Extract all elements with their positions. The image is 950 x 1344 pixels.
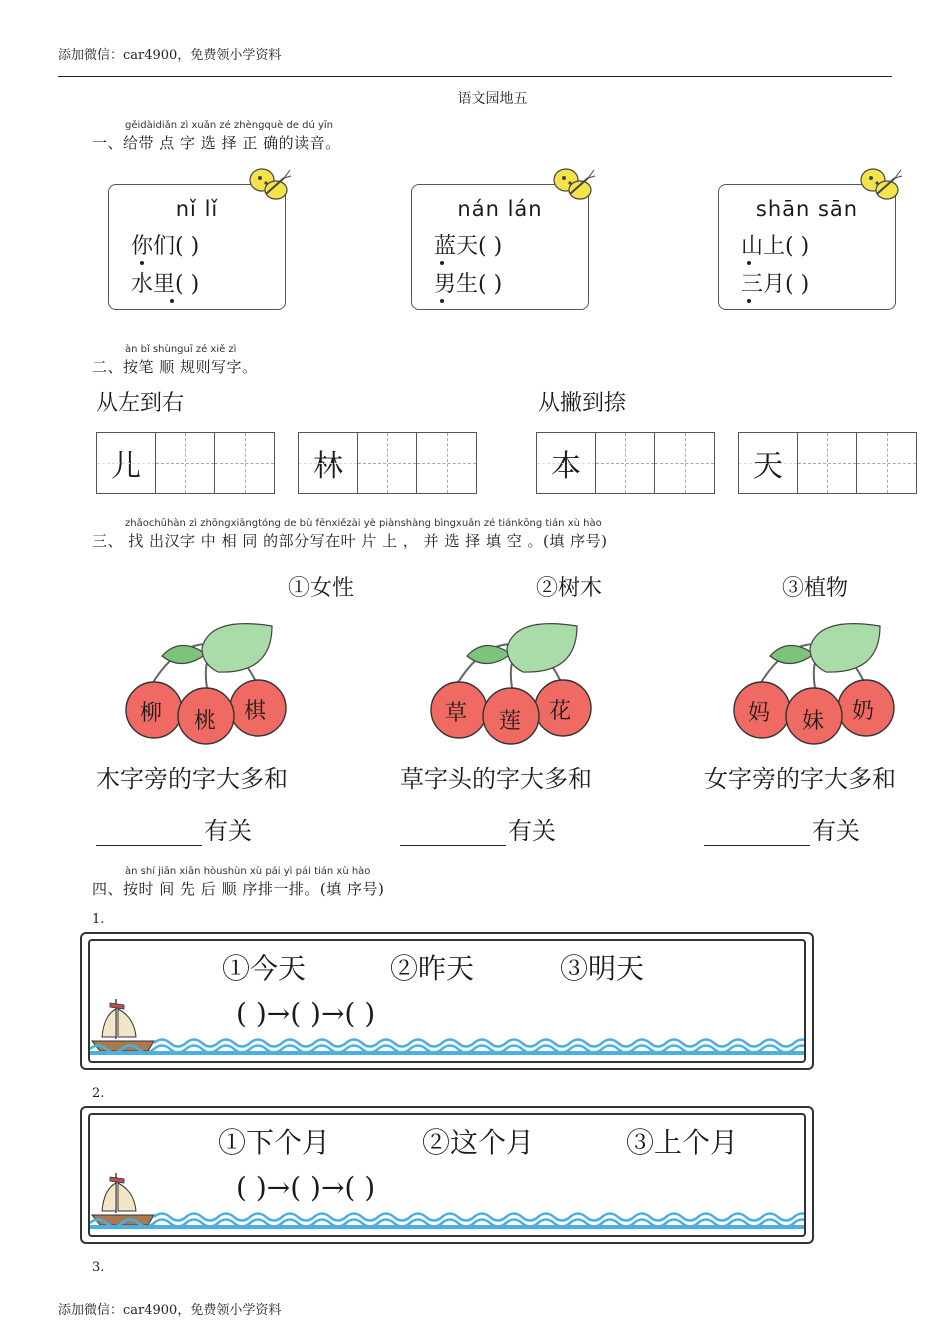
model-character: 天 (739, 433, 798, 493)
butterfly-icon (246, 164, 292, 206)
sequence-inner-frame (88, 939, 806, 1063)
emphasis-dot (140, 261, 144, 265)
cherry-cluster-2 (427, 616, 597, 746)
butterfly-icon (550, 164, 596, 206)
card-line-2: 男生( ) (434, 272, 503, 297)
item-number-1: 1. (92, 912, 105, 927)
emphasis-dot (170, 299, 174, 303)
answer-blank[interactable] (96, 821, 202, 846)
watermark-bottom: 添加微信：car4900，免费领小学资料 (58, 1303, 282, 1318)
radical-description-3: 女字旁的字大多和 (704, 765, 896, 793)
option-2: ②树木 (536, 576, 603, 601)
item-number-3: 3. (92, 1260, 105, 1275)
writing-grid-1 (96, 432, 275, 494)
boat-on-water-icon (90, 1169, 806, 1235)
q4-pinyin: àn shí jiān xiān hòushùn xù pái yì pái tián xù hào (125, 866, 371, 877)
cherry-char: 花 (549, 699, 572, 724)
boat-on-water-icon (90, 995, 806, 1061)
writing-grid-4 (738, 432, 917, 494)
page-title: 语文园地五 (457, 91, 528, 107)
fill-blank-3 (704, 811, 860, 846)
writing-cell[interactable] (156, 433, 215, 493)
emphasis-dot (440, 299, 444, 303)
q1-pinyin: gěidàidiǎn zì xuǎn zé zhèngquè de dú yīn (125, 120, 334, 131)
option-3: ③植物 (782, 576, 849, 601)
card-pinyin: nǐ lǐ (175, 197, 219, 221)
watermark-top: 添加微信：car4900，免费领小学资料 (58, 48, 282, 63)
sequence-option-1: ①今天 (222, 952, 307, 985)
card-line-1: 你们( ) (131, 234, 200, 259)
model-character: 儿 (97, 433, 156, 493)
sequence-option-1: ①下个月 (218, 1126, 331, 1159)
sequence-option-2: ②昨天 (390, 952, 475, 985)
writing-cell[interactable] (358, 433, 417, 493)
model-character: 林 (299, 433, 358, 493)
card-pinyin: shān sān (755, 197, 859, 221)
writing-grid-2 (298, 432, 477, 494)
cherry-char: 妹 (802, 709, 825, 734)
q2-question: 二、按笔 顺 规则写字。 (92, 358, 258, 376)
writing-cell[interactable] (655, 433, 714, 493)
stroke-rule-left-label: 从左到右 (96, 391, 185, 416)
writing-cell[interactable] (596, 433, 655, 493)
emphasis-dot (747, 261, 751, 265)
cherry-char: 棋 (244, 699, 267, 724)
card-line-1: 蓝天( ) (434, 234, 503, 259)
sequence-box-2 (80, 1106, 814, 1244)
writing-cell[interactable] (215, 433, 274, 493)
item-number-2: 2. (92, 1086, 105, 1101)
emphasis-dot (440, 261, 444, 265)
writing-grid-3 (536, 432, 715, 494)
sequence-inner-frame (88, 1113, 806, 1237)
cherry-cluster-1 (122, 616, 292, 746)
radical-description-1: 木字旁的字大多和 (96, 765, 288, 793)
sequence-answer-row[interactable]: ( )→( )→( ) (236, 997, 376, 1030)
card-line-1: 山上( ) (741, 234, 810, 259)
writing-cell[interactable] (798, 433, 857, 493)
cherry-char: 奶 (852, 699, 875, 724)
q1-question: 一、给带 点 字 选 择 正 确的读音。 (92, 134, 341, 152)
cherry-char: 妈 (748, 701, 771, 726)
card-pinyin: nán lán (457, 197, 543, 221)
cherry-char: 草 (445, 701, 468, 726)
q3-pinyin: zhǎochūhàn zì zhōngxiāngtóng de bù fēnxiězài yè piànshàng bìngxuǎn zé tiánkōng tián xù hào (125, 518, 602, 529)
q3-question: 三、 找 出汉字 中 相 同 的部分写在叶 片 上 ， 并 选 择 填 空 。(填 序号) (92, 532, 608, 550)
writing-cell[interactable] (857, 433, 916, 493)
blank-suffix: 有关 (812, 817, 860, 845)
header-rule (58, 76, 892, 77)
sequence-box-1 (80, 932, 814, 1070)
q2-pinyin: àn bǐ shùnguī zé xiě zì (125, 344, 237, 355)
stroke-rule-right-label: 从撇到捺 (538, 391, 627, 416)
cherry-char: 桃 (194, 709, 217, 734)
writing-cell[interactable] (417, 433, 476, 493)
q4-question: 四、按时 间 先 后 顺 序排一排。(填 序号) (92, 880, 385, 898)
cherry-cluster-3 (730, 616, 900, 746)
sequence-option-3: ③明天 (560, 952, 645, 985)
answer-blank[interactable] (400, 821, 506, 846)
cherry-char: 柳 (140, 701, 163, 726)
butterfly-icon (857, 164, 903, 206)
fill-blank-1 (96, 811, 252, 846)
option-1: ①女性 (288, 576, 355, 601)
fill-blank-2 (400, 811, 556, 846)
radical-description-2: 草字头的字大多和 (400, 765, 592, 793)
sequence-option-3: ③上个月 (626, 1126, 739, 1159)
sequence-option-2: ②这个月 (422, 1126, 535, 1159)
sequence-answer-row[interactable]: ( )→( )→( ) (236, 1171, 376, 1204)
card-line-2: 三月( ) (741, 272, 810, 297)
card-line-2: 水里( ) (131, 272, 200, 297)
emphasis-dot (747, 299, 751, 303)
model-character: 本 (537, 433, 596, 493)
blank-suffix: 有关 (508, 817, 556, 845)
answer-blank[interactable] (704, 821, 810, 846)
blank-suffix: 有关 (204, 817, 252, 845)
cherry-char: 莲 (499, 709, 522, 734)
